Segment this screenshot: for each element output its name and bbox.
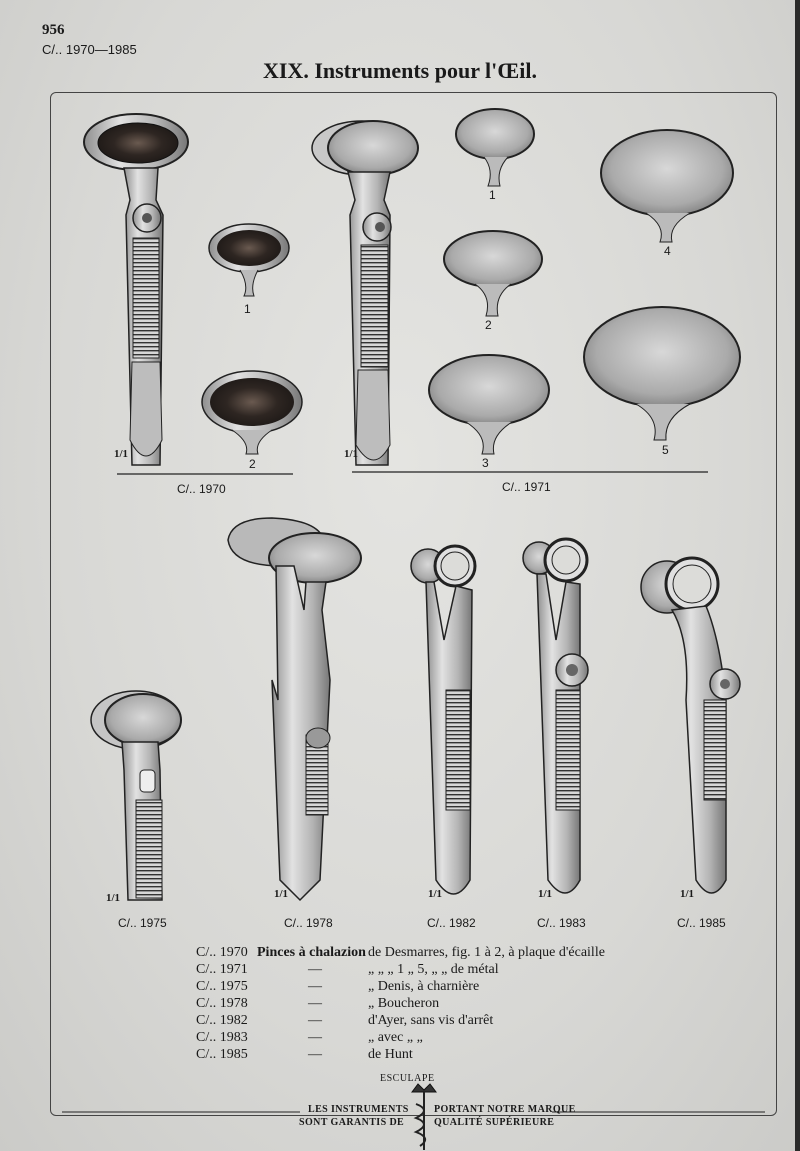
group-label-1970: C/.. 1970 bbox=[177, 482, 226, 496]
fig-number: 1 bbox=[244, 302, 251, 316]
label-1975: C/.. 1975 bbox=[118, 916, 167, 930]
legend-desc: d'Ayer, sans vis d'arrêt bbox=[368, 1013, 494, 1028]
metal-plate-1 bbox=[456, 109, 534, 186]
footer-trademark bbox=[0, 1070, 800, 1130]
forceps-1971 bbox=[312, 121, 418, 465]
legend-desc: „ Boucheron bbox=[368, 996, 440, 1011]
legend-code: C/.. 1978 bbox=[196, 996, 248, 1011]
legend-desc: „ „ „ 1 „ 5, „ „ de métal bbox=[368, 962, 499, 977]
fig-number: 3 bbox=[482, 456, 489, 470]
legend-code: C/.. 1982 bbox=[196, 1013, 248, 1028]
scale-mark: 1/1 bbox=[344, 448, 359, 460]
legend-desc: de Hunt bbox=[368, 1047, 413, 1062]
legend-row bbox=[196, 1046, 666, 1063]
forceps-1982 bbox=[411, 546, 475, 894]
forceps-1985 bbox=[641, 558, 740, 893]
fig-number: 2 bbox=[249, 457, 256, 471]
forceps-1983 bbox=[523, 539, 588, 893]
scale-mark: 1/1 bbox=[114, 448, 129, 460]
scale-mark: 1/1 bbox=[106, 892, 121, 904]
legend-code: C/.. 1983 bbox=[196, 1030, 248, 1045]
legend-dash: — bbox=[308, 979, 322, 994]
fig-number: 1 bbox=[489, 188, 496, 202]
legend-code: C/.. 1970 bbox=[196, 945, 248, 960]
fig-number: 4 bbox=[664, 244, 671, 258]
metal-plate-4 bbox=[601, 130, 733, 242]
legend-row bbox=[196, 995, 666, 1012]
legend-desc: de Desmarres, fig. 1 à 2, à plaque d'écaille bbox=[368, 945, 605, 960]
legend-row bbox=[196, 1012, 666, 1029]
legend-dash: — bbox=[308, 962, 322, 977]
legend-code: C/.. 1975 bbox=[196, 979, 248, 994]
fig-number: 5 bbox=[662, 443, 669, 457]
brand-name: ESCULAPE bbox=[380, 1073, 435, 1084]
label-1983: C/.. 1983 bbox=[537, 916, 586, 930]
legend-code: C/.. 1985 bbox=[196, 1047, 248, 1062]
footer-text: QUALITÉ SUPÉRIEURE bbox=[434, 1117, 555, 1128]
scale-mark: 1/1 bbox=[428, 888, 443, 900]
fig-number: 2 bbox=[485, 318, 492, 332]
legend-row bbox=[196, 978, 666, 995]
plate-shell-small bbox=[209, 224, 289, 296]
metal-plate-5 bbox=[584, 307, 740, 440]
legend-dash: — bbox=[308, 1013, 322, 1028]
footer-text: LES INSTRUMENTS bbox=[308, 1104, 409, 1115]
label-1982: C/.. 1982 bbox=[427, 916, 476, 930]
legend-row bbox=[196, 1029, 666, 1046]
forceps-1970 bbox=[84, 114, 188, 465]
forceps-1975 bbox=[91, 691, 181, 900]
legend-dash: — bbox=[308, 1047, 322, 1062]
legend-dash: — bbox=[308, 1030, 322, 1045]
metal-plate-2 bbox=[444, 231, 542, 316]
legend-dash: — bbox=[308, 996, 322, 1011]
page-range: C/.. 1970—1985 bbox=[42, 42, 137, 57]
legend-row bbox=[196, 944, 666, 961]
metal-plate-3 bbox=[429, 355, 549, 454]
footer-text: SONT GARANTIS DE bbox=[299, 1117, 405, 1128]
scale-mark: 1/1 bbox=[274, 888, 289, 900]
legend-row bbox=[196, 961, 666, 978]
forceps-1978 bbox=[228, 518, 361, 900]
legend-desc: „ Denis, à charnière bbox=[368, 979, 480, 994]
legend-desc: „ avec „ „ bbox=[368, 1030, 423, 1045]
plate-shell-large bbox=[202, 371, 302, 454]
label-1985: C/.. 1985 bbox=[677, 916, 726, 930]
legend-code: C/.. 1971 bbox=[196, 962, 248, 977]
page-title: XIX. Instruments pour l'Œil. bbox=[262, 58, 538, 83]
legend bbox=[196, 944, 666, 1063]
legend-name: Pinces à chalazion bbox=[257, 945, 366, 960]
scale-mark: 1/1 bbox=[680, 888, 695, 900]
footer-text: PORTANT NOTRE MARQUE bbox=[434, 1104, 576, 1115]
scale-mark: 1/1 bbox=[538, 888, 553, 900]
label-1978: C/.. 1978 bbox=[284, 916, 333, 930]
group-label-1971: C/.. 1971 bbox=[502, 480, 551, 494]
page-number: 956 bbox=[42, 22, 65, 38]
